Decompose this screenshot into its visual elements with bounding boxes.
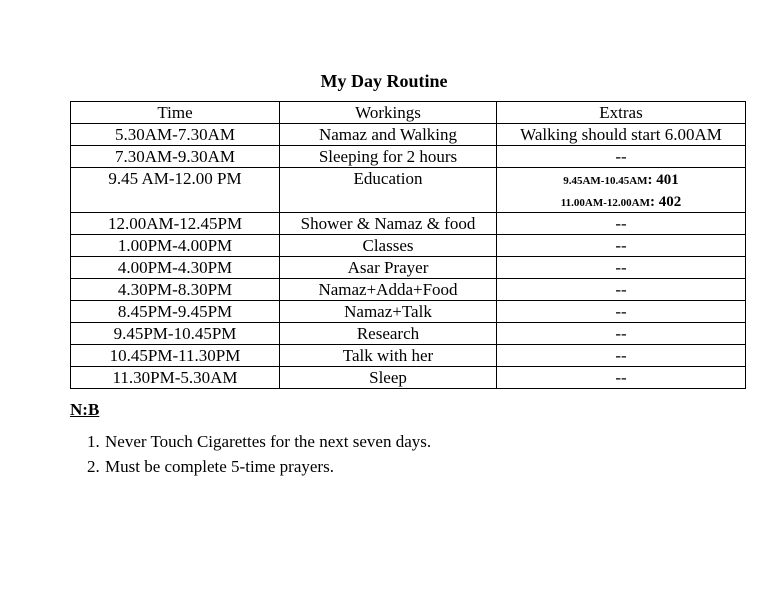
workings-cell: Sleeping for 2 hours	[280, 146, 497, 168]
time-cell: 10.45PM-11.30PM	[71, 345, 280, 367]
class-slot	[499, 168, 743, 190]
extras-cell: --	[497, 235, 746, 257]
time-cell: 7.30AM-9.30AM	[71, 146, 280, 168]
extras-cell	[497, 168, 746, 213]
workings-cell: Namaz and Walking	[280, 124, 497, 146]
extras-cell: --	[497, 279, 746, 301]
time-cell: 11.30PM-5.30AM	[71, 367, 280, 389]
table-row	[71, 124, 746, 146]
workings-cell: Talk with her	[280, 345, 497, 367]
page-title: My Day Routine	[320, 71, 448, 91]
workings-cell: Namaz+Adda+Food	[280, 279, 497, 301]
extras-cell: --	[497, 213, 746, 235]
table-row	[71, 213, 746, 235]
header-time: Time	[71, 102, 280, 124]
time-cell: 5.30AM-7.30AM	[71, 124, 280, 146]
extras-cell: --	[497, 146, 746, 168]
header-workings: Workings	[280, 102, 497, 124]
time-cell: 9.45 AM-12.00 PM	[71, 168, 280, 213]
class-slot-room: 401	[656, 172, 679, 188]
list-item	[0, 429, 431, 454]
workings-cell: Asar Prayer	[280, 257, 497, 279]
extras-cell: --	[497, 345, 746, 367]
class-slot-time: 9.45AM-10.45AM	[563, 175, 648, 187]
extras-cell: Walking should start 6.00AM	[497, 124, 746, 146]
table-row	[71, 323, 746, 345]
workings-cell: Shower & Namaz & food	[280, 213, 497, 235]
time-cell: 1.00PM-4.00PM	[71, 235, 280, 257]
class-slot-room: 402	[658, 194, 682, 210]
table-row	[71, 279, 746, 301]
time-cell: 8.45PM-9.45PM	[71, 301, 280, 323]
time-cell: 4.00PM-4.30PM	[71, 257, 280, 279]
extras-cell: --	[497, 323, 746, 345]
time-cell: 12.00AM-12.45PM	[71, 213, 280, 235]
notes-list	[0, 429, 431, 479]
table-row	[71, 367, 746, 389]
table-header-row	[71, 102, 746, 124]
list-item-text: Never Touch Cigarettes for the next seven days.	[105, 432, 432, 451]
class-slot	[499, 190, 743, 212]
table-row	[71, 345, 746, 367]
class-slot-separator: :	[649, 194, 659, 210]
workings-cell: Namaz+Talk	[280, 301, 497, 323]
list-item-text: Must be complete 5-time prayers.	[105, 457, 334, 476]
table-row	[71, 235, 746, 257]
class-slot-separator: :	[647, 172, 657, 188]
workings-cell: Classes	[280, 235, 497, 257]
extras-cell: --	[497, 367, 746, 389]
notes-heading: N:B	[70, 400, 100, 419]
extras-cell: --	[497, 257, 746, 279]
header-extras: Extras	[497, 102, 746, 124]
list-item	[0, 454, 431, 479]
time-cell: 4.30PM-8.30PM	[71, 279, 280, 301]
extras-cell: --	[497, 301, 746, 323]
table-row	[71, 168, 746, 213]
routine-table	[70, 101, 746, 389]
class-slot-time: 11.00AM-12.00AM	[560, 197, 650, 209]
workings-cell: Sleep	[280, 367, 497, 389]
table-row	[71, 146, 746, 168]
list-item-number: 2.	[87, 457, 100, 476]
table-row	[71, 301, 746, 323]
time-cell: 9.45PM-10.45PM	[71, 323, 280, 345]
workings-cell: Research	[280, 323, 497, 345]
workings-cell: Education	[280, 168, 497, 213]
list-item-number: 1.	[87, 432, 100, 451]
table-row	[71, 257, 746, 279]
